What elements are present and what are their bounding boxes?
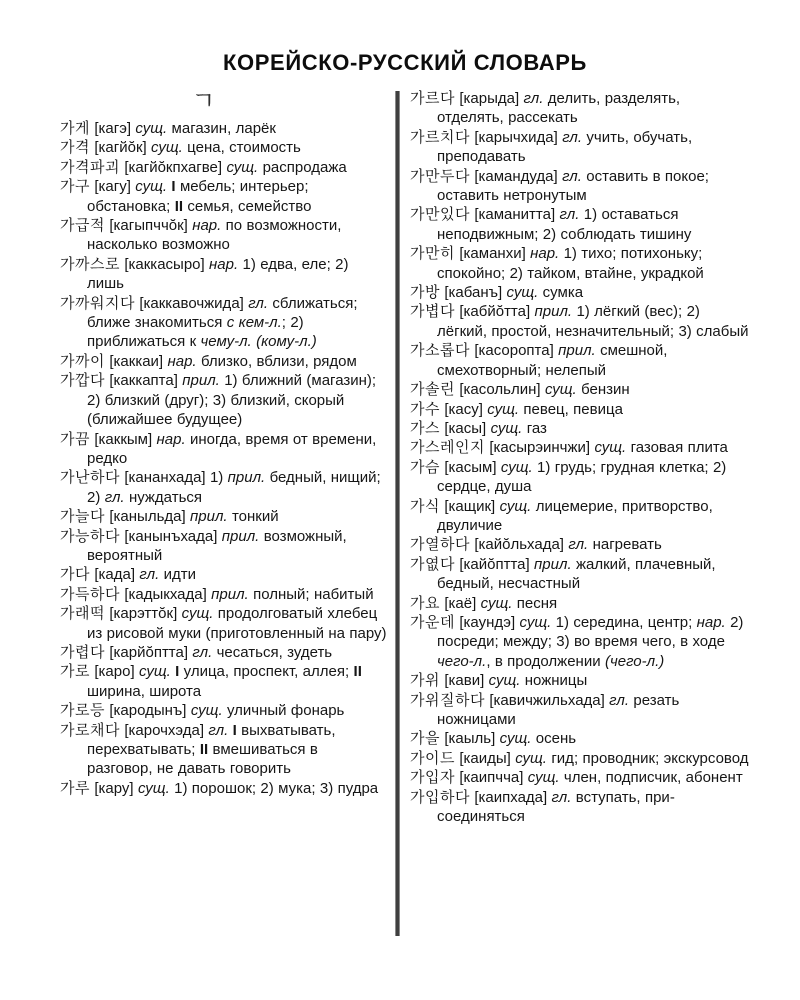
headword-korean: 가르다 (410, 90, 455, 107)
entry-text: [каипхада] (469, 788, 552, 806)
section-letter-hangul: ㄱ (191, 87, 216, 115)
entry-text: 2) посреди; между; 3) во время чего, в ходе (437, 613, 744, 651)
entry-text: [касырэинчжи] (484, 439, 595, 457)
headword-korean: 가득하다 (60, 585, 120, 603)
entry-text: [каккым] (89, 430, 157, 448)
grammar-label: сущ. (151, 139, 183, 157)
grammar-label: сущ. (190, 702, 223, 720)
dictionary-entry (60, 507, 387, 526)
headword-korean: 가위질하다 (410, 691, 485, 709)
headword-korean: 가깝다 (60, 372, 105, 390)
grammar-label: чего-л. (437, 652, 487, 670)
entry-text: , в продолжении (486, 652, 605, 670)
headword-korean: 가래떡 (60, 605, 105, 623)
headword-korean: 가볍다 (410, 303, 455, 321)
entry-text: [каккаи] (104, 352, 168, 370)
entry-text: улица, проспект, аллея; (179, 663, 354, 681)
entry-text: [кащик] (439, 497, 500, 515)
grammar-label: прил. (190, 508, 228, 526)
dictionary-entry (410, 729, 750, 748)
entry-text: 1) лёгкий (вес); 2) лёгкий, простой, незначительный; 3) слабый (437, 303, 749, 340)
entry-text: лицемерие, притворство, двуличие (437, 497, 713, 534)
grammar-label: сущ. (515, 749, 547, 767)
dictionary-entry (410, 594, 750, 613)
entry-text: [кародынъ] (104, 702, 191, 720)
entry-text: 1) порошок; 2) мука; 3) пудра (169, 779, 379, 797)
dictionary-entry (410, 788, 750, 827)
entry-text: учить, обучать, преподавать (437, 128, 693, 166)
entry-text: нуждаться (124, 488, 203, 506)
dictionary-columns (60, 89, 750, 936)
entry-text: 1) середина, центр; (551, 613, 697, 631)
headword-korean: 가입하다 (410, 788, 470, 806)
entry-text: вступать, присоединяться (437, 788, 675, 826)
grammar-label: сущ. (500, 458, 533, 476)
entry-text: 1) ближний (магазин); 2) близкий (друг); 3) близкий, скорый (ближайшее будущее) (87, 372, 377, 429)
grammar-label: гл. (559, 206, 580, 224)
grammar-label: сущ. (487, 400, 520, 418)
entry-text: [касым] (439, 458, 501, 476)
dictionary-entry (410, 535, 750, 554)
grammar-label: сущ. (527, 769, 560, 787)
entry-text: [камандуда] (469, 167, 563, 185)
headword-korean: 가까스로 (60, 255, 120, 273)
grammar-label: гл. (192, 643, 213, 661)
entry-text: песня (512, 594, 558, 612)
grammar-label: сущ. (226, 158, 259, 176)
headword-korean: 가솔린 (410, 381, 455, 399)
entry-text: 1) едва, еле; 2) лишь (87, 255, 349, 293)
entry-text: I (232, 721, 237, 739)
dictionary-entry (60, 255, 387, 294)
entry-text: бедный, нищий; 2) (87, 469, 381, 506)
dictionary-entry (60, 352, 387, 371)
headword-korean: 가르치다 (410, 128, 470, 146)
entry-text: [карочхэда] (119, 721, 209, 739)
grammar-label: гл. (208, 721, 229, 739)
entry-text: [каккавочжида] (134, 294, 249, 312)
entry-text: по возможности, насколько возможно (87, 217, 342, 254)
entry-text: [каныльда] (104, 508, 191, 526)
entry-text: близко, вблизи, рядом (196, 352, 357, 370)
headword-korean: 가요 (410, 594, 440, 612)
headword-korean: 가이드 (410, 749, 455, 767)
entry-text: [каккасыро] (119, 255, 210, 273)
entry-text: [каё] (439, 594, 481, 612)
dictionary-entry (60, 604, 387, 643)
entry-text: [кадыкхада] (119, 585, 212, 603)
grammar-label: гл. (551, 788, 572, 806)
entry-text: [карэттŏк] (104, 605, 182, 623)
dictionary-entry (410, 555, 750, 594)
entry-text: осень (531, 730, 577, 748)
entry-text: 1) тихо; потихоньку; спокойно; 2) тайком, втайне, украдкой (437, 245, 704, 282)
entry-text: уличный фонарь (222, 702, 345, 720)
headword-korean: 가슴 (410, 458, 440, 476)
entry-text: I (175, 663, 180, 681)
headword-korean: 가끔 (60, 430, 90, 448)
dictionary-entry (410, 302, 750, 341)
entry-text: магазин, ларёк (167, 120, 276, 137)
dictionary-entry (60, 138, 387, 157)
dictionary-entry (60, 565, 387, 584)
headword-korean: 가까이 (60, 352, 105, 370)
dictionary-entry (410, 244, 750, 283)
entry-text: бензин (576, 381, 630, 399)
entry-text: газ (522, 419, 547, 437)
left-column (60, 89, 387, 798)
column-divider (395, 91, 400, 936)
grammar-label: нар. (192, 217, 222, 235)
dictionary-entry (410, 167, 750, 206)
headword-korean: 가능하다 (60, 527, 120, 545)
entry-text: [када] (89, 566, 140, 584)
headword-korean: 가만히 (410, 245, 455, 263)
headword-korean: 가만두다 (410, 167, 470, 185)
grammar-label: прил. (534, 303, 573, 321)
entry-text: идти (159, 566, 196, 584)
entry-text: [каиды] (454, 749, 516, 767)
headword-korean: 가방 (410, 284, 440, 302)
grammar-label: сущ. (137, 779, 170, 797)
headword-korean: 가로등 (60, 702, 105, 720)
grammar-label: чему-л. (кому-л.) (200, 333, 317, 351)
entry-text: [каро] (89, 663, 139, 681)
dictionary-entry (410, 691, 750, 730)
right-entries (410, 89, 750, 826)
entry-text: выхватывать, перехватывать; (87, 721, 336, 758)
grammar-label: сущ. (499, 497, 532, 515)
dictionary-entry (60, 779, 387, 798)
grammar-label: (чего-л.) (604, 652, 665, 670)
dictionary-entry (60, 643, 387, 662)
headword-korean: 가수 (410, 400, 440, 418)
headword-korean: 가만있다 (410, 206, 470, 224)
headword-korean: 가렵다 (60, 643, 105, 661)
entry-text: [канынъхада] (119, 527, 222, 545)
grammar-label: сущ. (480, 594, 513, 612)
dictionary-entry (410, 419, 750, 438)
grammar-label: нар. (696, 613, 726, 631)
entry-text: [кагэ] (89, 120, 136, 137)
headword-korean: 가위 (410, 672, 440, 690)
dictionary-entry (410, 749, 750, 768)
entry-text: [карйŏптта] (104, 643, 193, 661)
dictionary-entry (60, 158, 387, 177)
grammar-label: гл. (139, 566, 160, 584)
entry-text: [каыль] (439, 730, 500, 748)
headword-korean: 가엾다 (410, 555, 455, 573)
entry-text: ; 2) приближаться к (87, 314, 304, 351)
entry-text: II (353, 663, 362, 681)
dictionary-entry (410, 89, 750, 128)
dictionary-entry (410, 128, 750, 167)
entry-text: 1) грудь; грудная клетка; 2) сердце, душа (437, 458, 727, 496)
grammar-label: сущ. (506, 284, 539, 302)
dictionary-entry (410, 205, 750, 244)
entry-text: сумка (538, 284, 584, 302)
dictionary-entry (60, 216, 387, 255)
headword-korean: 가게 (60, 120, 90, 137)
headword-korean: 가을 (410, 730, 440, 748)
entry-text: продолговатый хлебец из рисовой муки (приготовленный на пару) (87, 605, 387, 642)
dictionary-entry (60, 662, 387, 701)
entry-text: II (174, 197, 184, 215)
dictionary-entry (60, 430, 387, 469)
grammar-label: гл. (248, 294, 269, 312)
entry-text: тонкий (227, 508, 279, 526)
grammar-label: гл. (562, 128, 583, 146)
dictionary-entry (60, 701, 387, 720)
dictionary-entry (410, 458, 750, 497)
entry-text: [кару] (89, 779, 138, 797)
right-column (410, 89, 750, 826)
grammar-label: сущ. (519, 613, 552, 631)
grammar-label: сущ. (490, 419, 523, 437)
headword-korean: 가격파괴 (60, 158, 120, 176)
headword-korean: 가스 (410, 419, 440, 437)
entry-text: семья, семейство (183, 197, 312, 215)
grammar-label: гл. (562, 167, 582, 185)
dictionary-entry (410, 283, 750, 302)
dictionary-entry (410, 768, 750, 787)
grammar-label: гл. (568, 536, 589, 554)
entry-text: [кагыпччŏк] (104, 217, 193, 235)
grammar-label: гл. (104, 488, 125, 506)
headword-korean: 가난하다 (60, 469, 120, 487)
entry-text: [карычхида] (469, 128, 563, 146)
dictionary-entry (60, 371, 387, 429)
grammar-label: прил. (558, 342, 596, 360)
entry-text: нагревать (588, 536, 662, 554)
grammar-label: сущ. (488, 672, 521, 690)
entry-text: смешной, смехотворный; нелепый (437, 342, 668, 379)
entry-text: [каккапта] (104, 372, 183, 390)
headword-korean: 가다 (60, 566, 90, 584)
dictionary-entry (60, 585, 387, 604)
entry-text: [карыда] (454, 90, 524, 107)
entry-text: [касоропта] (469, 342, 559, 360)
dictionary-entry (60, 468, 387, 507)
grammar-label: нар. (530, 245, 560, 263)
entry-text: гид; проводник; экскурсовод (546, 749, 749, 767)
page-title: КОРЕЙСКО-РУССКИЙ СЛОВАРЬ (223, 50, 587, 75)
entry-text: возможный, вероятный (87, 527, 347, 564)
dictionary-entry (60, 721, 387, 779)
grammar-label: сущ. (594, 439, 627, 457)
dictionary-entry (410, 671, 750, 690)
grammar-label: прил. (182, 372, 220, 390)
entry-text: [кайŏптта] (454, 555, 535, 573)
entry-text: 1) оставаться неподвижным; 2) соблюдать тишину (437, 206, 692, 243)
headword-korean: 가구 (60, 178, 90, 196)
headword-korean: 가운데 (410, 613, 455, 631)
headword-korean: 가로 (60, 663, 90, 681)
headword-korean: 가식 (410, 497, 440, 515)
grammar-label: сущ. (544, 381, 577, 399)
entry-text: член, подписчик, абонент (559, 769, 743, 787)
headword-korean: 가열하다 (410, 536, 470, 554)
grammar-label: гл. (609, 691, 630, 709)
entry-text: вмешиваться в разговор, не давать говорить (87, 741, 318, 778)
entry-text: чесаться, зудеть (212, 643, 333, 661)
dictionary-entry (410, 497, 750, 536)
grammar-label: нар. (209, 255, 239, 273)
entry-text: [кавичжильхада] (484, 691, 610, 709)
entry-text: газовая плита (626, 439, 728, 457)
grammar-label: прил. (227, 469, 266, 487)
dictionary-entry (60, 177, 387, 216)
entry-text: цена, стоимость (182, 139, 301, 157)
grammar-label: гл. (523, 90, 544, 107)
grammar-label: сущ. (135, 120, 168, 137)
entry-text: [кави] (439, 672, 489, 690)
grammar-label: прил. (211, 585, 249, 603)
entry-text: полный; набитый (248, 585, 374, 603)
entry-text: резать ножницами (437, 691, 680, 728)
entry-text: иногда, время от времени, редко (87, 430, 377, 467)
entry-text: [касы] (439, 419, 491, 437)
entry-text: делить, разделять, отделять, рассекать (437, 90, 681, 127)
grammar-label: прил. (534, 555, 572, 573)
headword-korean: 가소롭다 (410, 342, 470, 360)
dictionary-entry (410, 400, 750, 419)
entry-text: [каипчча] (454, 769, 528, 787)
entry-text: [касу] (439, 400, 488, 418)
entry-text: [кабйŏтта] (454, 303, 535, 321)
grammar-label: нар. (156, 430, 186, 448)
grammar-label: сущ. (181, 605, 214, 623)
entry-text: I (171, 178, 176, 196)
headword-korean: 가급적 (60, 217, 105, 235)
grammar-label: с кем-л. (226, 314, 282, 332)
entry-text: [каманитта] (469, 206, 560, 224)
entry-text: [кабанъ] (439, 284, 507, 302)
dictionary-entry (410, 341, 750, 380)
headword-korean: 가늘다 (60, 508, 105, 526)
entry-text: [кагйŏкпхагве] (119, 158, 227, 176)
grammar-label: сущ. (135, 178, 168, 196)
entry-text: сближаться; ближе знакомиться (87, 294, 358, 332)
entry-text: мебель; интерьер; обстановка; (87, 178, 309, 215)
headword-korean: 가까워지다 (60, 294, 135, 312)
dictionary-entry (60, 294, 387, 352)
dictionary-entry (410, 380, 750, 399)
grammar-label: нар. (167, 352, 197, 370)
headword-korean: 가스레인지 (410, 439, 485, 457)
entry-text: [каманхи] (454, 245, 531, 263)
headword-korean: 가입자 (410, 769, 455, 787)
entry-text: [кагйŏк] (89, 139, 152, 157)
dictionary-entry (410, 613, 750, 671)
entry-text: певец, певица (519, 400, 623, 418)
left-entries (60, 119, 387, 798)
headword-korean: 가루 (60, 779, 90, 797)
entry-text: ножницы (520, 672, 588, 690)
grammar-label: прил. (221, 527, 260, 545)
dictionary-entry (60, 119, 387, 138)
entry-text: распродажа (258, 158, 347, 176)
entry-text: [каундэ] (454, 613, 520, 631)
grammar-label: сущ. (499, 730, 532, 748)
dictionary-entry (60, 527, 387, 566)
headword-korean: 가격 (60, 139, 90, 157)
entry-text: [кагу] (89, 178, 136, 196)
entry-text: ширина, широта (87, 682, 202, 700)
entry-text: жалкий, плачевный, бедный, несчастный (437, 555, 716, 593)
entry-text: [кайŏльхада] (469, 536, 569, 554)
entry-text: [касольлин] (454, 381, 545, 399)
entry-text: II (199, 741, 209, 758)
entry-text: оставить в покое; оставить нетронутым (437, 167, 709, 205)
headword-korean: 가로채다 (60, 721, 120, 739)
entry-text: [кананхада] 1) (119, 469, 228, 487)
dictionary-entry (410, 438, 750, 457)
grammar-label: сущ. (138, 663, 171, 681)
